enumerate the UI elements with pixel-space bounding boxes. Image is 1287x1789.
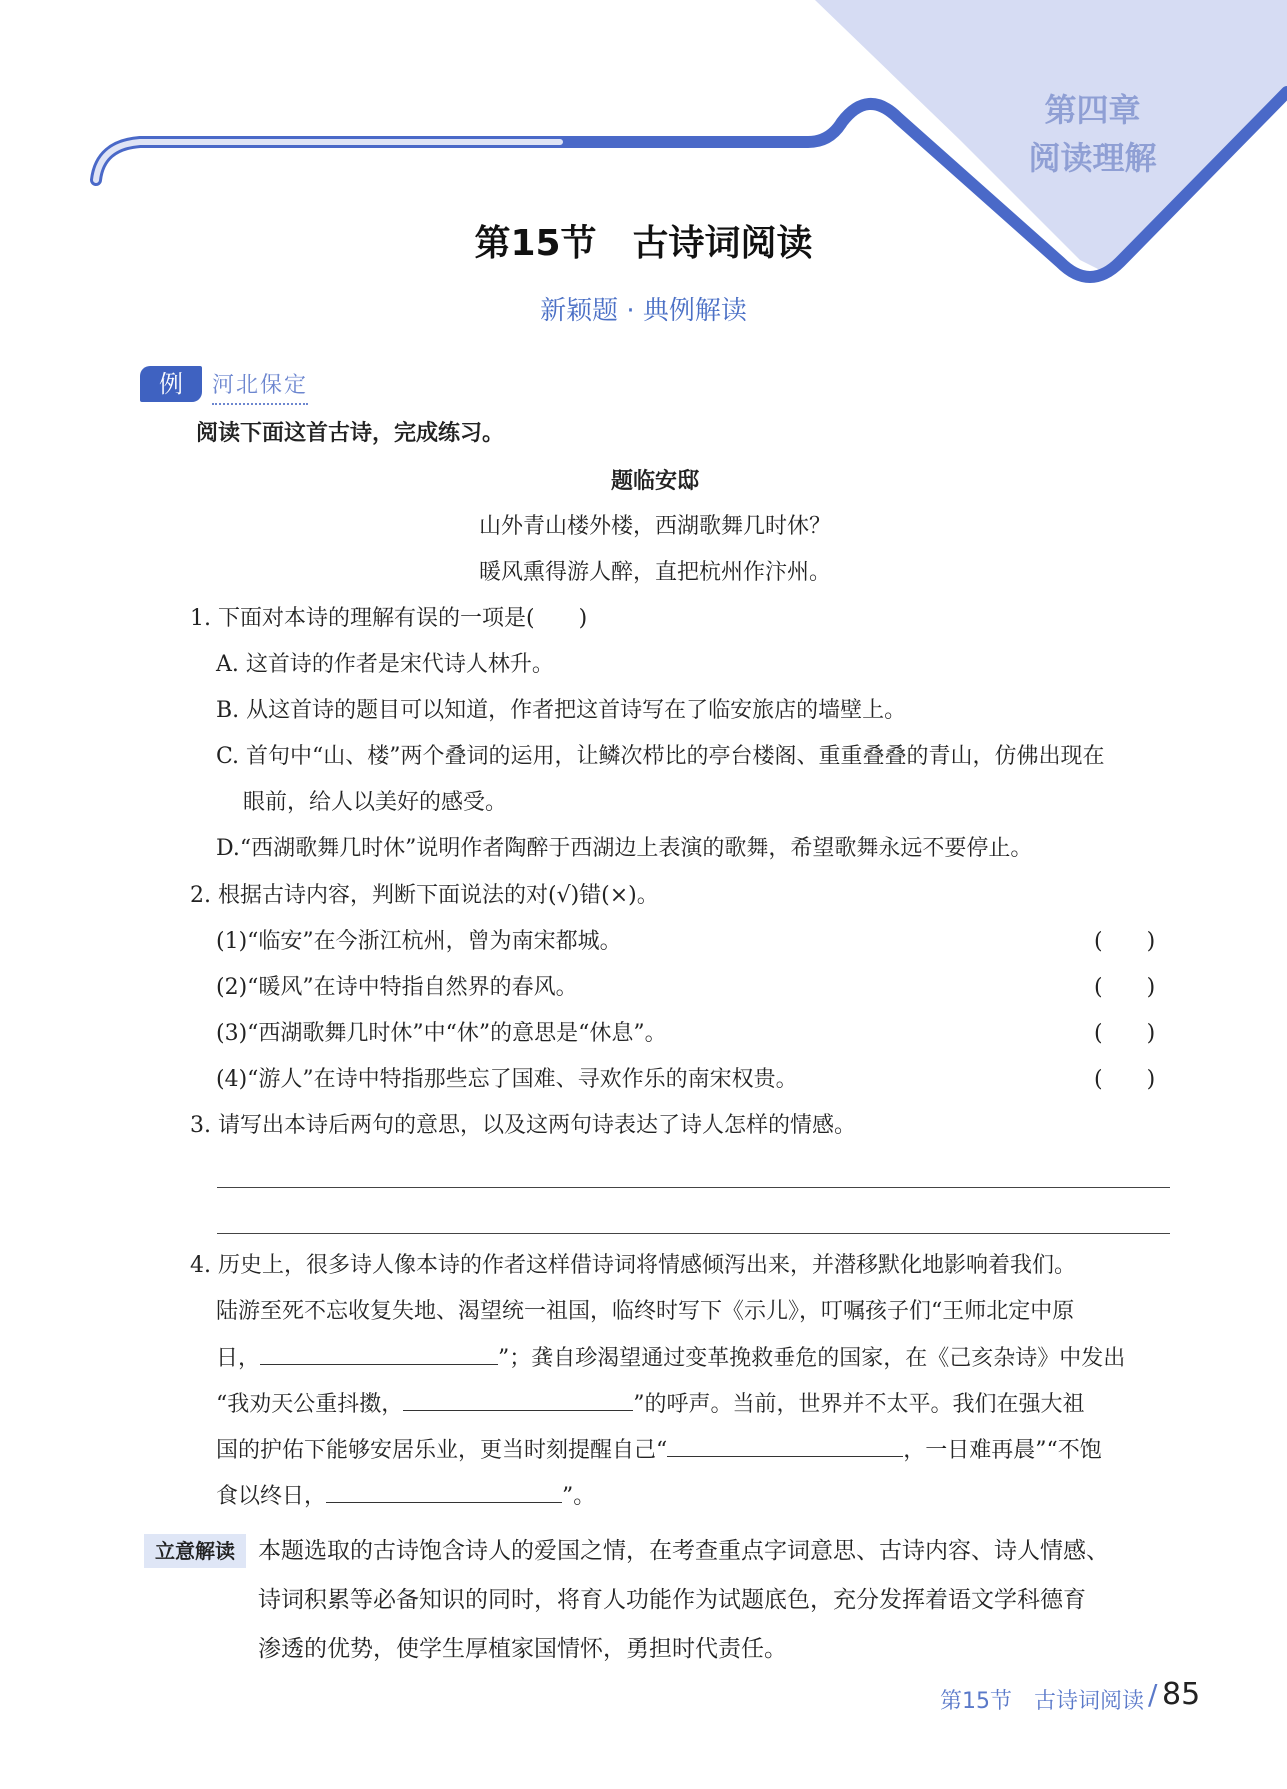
interpretation-line-3: 渗透的优势，使学生厚植家国情怀，勇担时代责任。 [258,1636,787,1662]
q2-stem: 2. 根据古诗内容，判断下面说法的对(√)错(×)。 [190,883,659,908]
q2-answer-2[interactable]: ( ) [1094,975,1156,1000]
q1-option-c: C. 首句中“山、楼”两个叠词的运用，让鳞次栉比的亭台楼阁、重重叠叠的青山，仿佛出现在 [216,744,1105,769]
q4-text: 日， [216,1346,261,1371]
q4-text: 食以终日， [216,1484,327,1509]
section-name: 古诗词阅读 [632,223,813,264]
q4-text: ”的呼声。当前，世界并不太平。我们在强大祖 [633,1392,1085,1417]
q1-option-a: A. 这首诗的作者是宋代诗人林升。 [216,652,554,677]
q2-item-2: (2)“暖风”在诗中特指自然界的春风。 [216,975,578,1000]
q4-line-2: 陆游至死不忘收复失地、渴望统一祖国，临终时写下《示儿》，叮嘱孩子们“王师北定中原 [216,1299,1075,1324]
page-number: 85 [1162,1677,1201,1712]
fill-blank-4[interactable] [326,1480,562,1503]
q2-answer-4[interactable]: ( ) [1094,1067,1156,1092]
footer-section: 第15节 [940,1689,1012,1714]
poem-line-1: 山外青山楼外楼，西湖歌舞几时休？ [478,514,831,539]
q1-option-d: D.“西湖歌舞几时休”说明作者陶醉于西湖边上表演的歌舞，希望歌舞永远不要停止。 [216,836,1033,861]
q4-line-3 [216,1342,1125,1375]
section-number: 第15节 [474,223,597,264]
q1-option-c-cont: 眼前，给人以美好的感受。 [243,790,508,815]
page-subtitle: 新颖题 · 典例解读 [540,296,747,326]
interpretation-tag: 立意解读 [144,1534,246,1568]
q4-text: 国的护佑下能够安居乐业，更当时刻提醒自己“ [216,1438,668,1463]
q1-stem: 1. 下面对本诗的理解有误的一项是( ) [190,606,588,631]
page-title [0,215,1287,266]
q3-stem: 3. 请写出本诗后两句的意思，以及这两句诗表达了诗人怎样的情感。 [190,1113,856,1138]
instruction: 阅读下面这首古诗，完成练习。 [196,421,505,446]
q2-answer-1[interactable]: ( ) [1094,929,1156,954]
q4-line-1: 4. 历史上，很多诗人像本诗的作者这样借诗词将情感倾泻出来，并潜移默化地影响着我们。 [190,1253,1076,1278]
answer-line[interactable] [217,1233,1170,1234]
interpretation-line-1: 本题选取的古诗饱含诗人的爱国之情，在考查重点字词意思、古诗内容、诗人情感、 [258,1538,1109,1564]
footer-divider: / [1148,1678,1158,1711]
q2-item-1: (1)“临安”在今浙江杭州，曾为南宋都城。 [216,929,622,954]
chapter-label [1010,86,1175,182]
q4-line-4 [216,1388,1085,1421]
example-source: 河北保定 [212,368,308,405]
example-tag: 例 [140,366,202,402]
fill-blank-2[interactable] [403,1388,633,1411]
chapter-name: 阅读理解 [1028,139,1157,177]
q4-text: ”。 [562,1484,596,1509]
q4-text: “我劝天公重抖擞， [216,1392,404,1417]
footer-name: 古诗词阅读 [1034,1689,1145,1714]
q4-line-5 [216,1434,1102,1467]
q2-answer-3[interactable]: ( ) [1094,1021,1156,1046]
fill-blank-3[interactable] [667,1434,903,1457]
fill-blank-1[interactable] [260,1342,498,1365]
poem-line-2: 暖风熏得游人醉，直把杭州作汴州。 [478,560,831,585]
q4-line-6 [216,1480,595,1513]
q4-text: ”；龚自珍渴望通过变革挽救垂危的国家，在《己亥杂诗》中发出 [498,1346,1126,1371]
q2-item-3: (3)“西湖歌舞几时休”中“休”的意思是“休息”。 [216,1021,667,1046]
poem-title: 题临安邸 [610,469,699,494]
answer-line[interactable] [217,1187,1170,1188]
q4-text: ，一日难再晨”“不饱 [903,1438,1102,1463]
q2-item-4: (4)“游人”在诗中特指那些忘了国难、寻欢作乐的南宋权贵。 [216,1067,798,1092]
q1-option-b: B. 从这首诗的题目可以知道，作者把这首诗写在了临安旅店的墙壁上。 [216,698,907,723]
interpretation-line-2: 诗词积累等必备知识的同时，将育人功能作为试题底色，充分发挥着语文学科德育 [258,1587,1086,1613]
chapter-number: 第四章 [1044,91,1141,129]
